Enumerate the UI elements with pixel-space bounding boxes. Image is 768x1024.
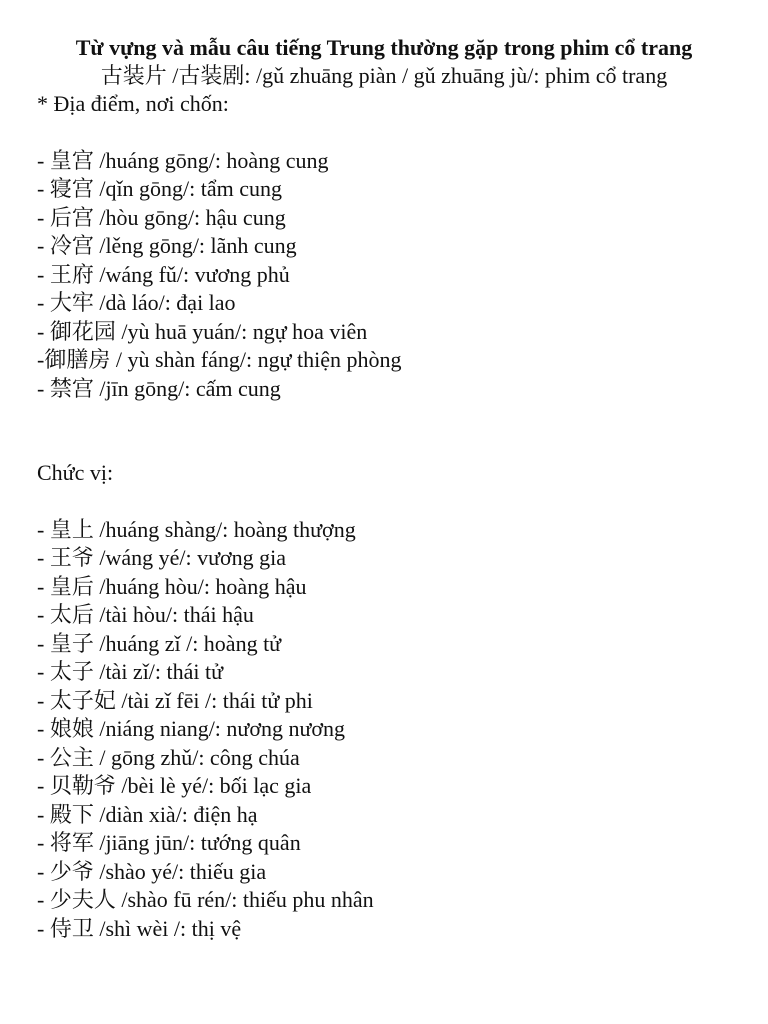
spacer (37, 403, 731, 459)
title-item: - 王爷 /wáng yé/: vương gia (37, 545, 287, 570)
place-item: - 禁宫 /jīn gōng/: cấm cung (37, 375, 281, 401)
titles-heading: Chức vị: (37, 460, 114, 485)
title-item: - 将军 /jiāng jūn/: tướng quân (37, 830, 301, 855)
place-item: -御膳房 / yù shàn fáng/: ngự thiện phòng (37, 347, 402, 372)
title-item: - 侍卫 /shì wèi /: thị vệ (37, 915, 242, 941)
page-subtitle: 古装片 /古装剧: /gǔ zhuāng piàn / gǔ zhuāng jù/: phim cổ trang (100, 63, 668, 88)
place-item: - 大牢 /dà láo/: đại lao (37, 290, 236, 315)
title-item: - 公主 / gōng zhǔ/: công chúa (37, 744, 300, 770)
title-item: - 皇子 /huáng zǐ /: hoàng tử (37, 630, 282, 656)
document-page (37, 34, 731, 943)
spacer (37, 119, 731, 147)
title-item: - 太子 /tài zǐ/: thái tử (37, 659, 224, 684)
title-item: - 太子妃 /tài zǐ fēi /: thái tử phi (37, 687, 313, 713)
title-item: - 殿下 /diàn xià/: điện hạ (37, 801, 258, 827)
page-title: Từ vựng và mẫu câu tiếng Trung thường gặp trong phim cổ trang (75, 35, 693, 60)
title-item: - 皇后 /huáng hòu/: hoàng hậu (37, 573, 307, 599)
places-heading: * Địa điểm, nơi chốn: (37, 91, 229, 116)
place-item: - 皇宫 /huáng gōng/: hoàng cung (37, 147, 329, 173)
title-item: - 太后 /tài hòu/: thái hậu (37, 602, 254, 627)
title-item: - 娘娘 /niáng niang/: nương nương (37, 716, 346, 741)
place-item: - 冷宫 /lěng gōng/: lãnh cung (37, 233, 297, 258)
place-item: - 王府 /wáng fǔ/: vương phủ (37, 261, 290, 287)
place-item: - 后宫 /hòu gōng/: hậu cung (37, 204, 286, 230)
places-list (37, 147, 731, 404)
spacer (37, 488, 731, 516)
place-item: - 寝宫 /qǐn gōng/: tẩm cung (37, 176, 283, 201)
title-item: - 少夫人 /shào fū rén/: thiếu phu nhân (37, 887, 374, 912)
title-item: - 少爷 /shào yé/: thiếu gia (37, 858, 267, 884)
title-item: - 贝勒爷 /bèi lè yé/: bối lạc gia (37, 773, 312, 798)
title-item: - 皇上 /huáng shàng/: hoàng thượng (37, 516, 356, 542)
place-item: - 御花园 /yù huā yuán/: ngự hoa viên (37, 318, 368, 344)
titles-list (37, 516, 731, 944)
